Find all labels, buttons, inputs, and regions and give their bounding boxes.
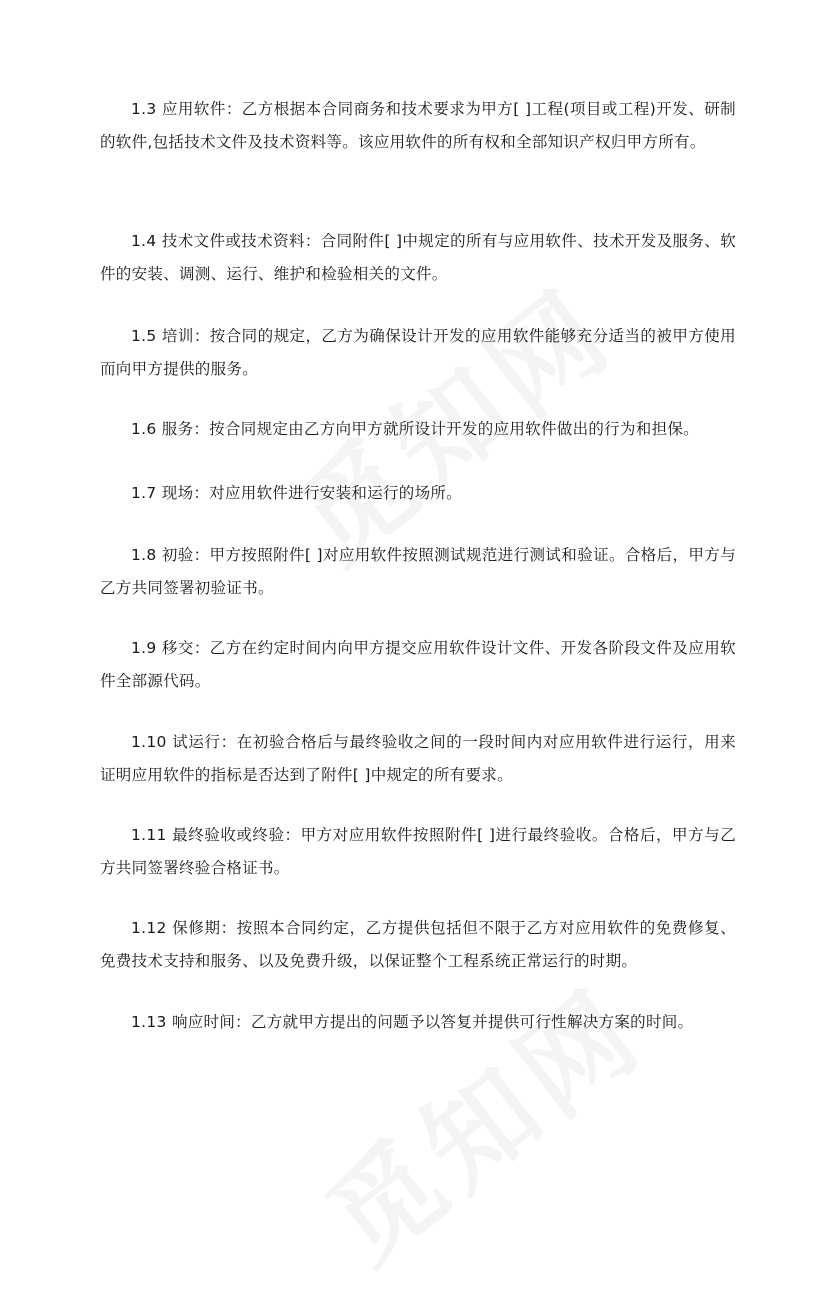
clause-1-8: 1.8 初验：甲方按照附件[ ]对应用软件按照测试规范进行测试和验证。合格后，甲方与乙方共同签署初验证书。 — [100, 546, 736, 597]
clause-1-3: 1.3 应用软件：乙方根据本合同商务和技术要求为甲方[ ]工程(项目或工程)开发、研制的软件,包括技术文件及技术资料等。该应用软件的所有权和全部知识产权归甲方所有。 — [100, 100, 736, 151]
clause-1-4: 1.4 技术文件或技术资料：合同附件[ ]中规定的所有与应用软件、技术开发及服务、软件的安装、调测、运行、维护和检验相关的文件。 — [100, 232, 736, 283]
clause-1-6: 1.6 服务：按合同规定由乙方向甲方就所设计开发的应用软件做出的行为和担保。 — [131, 420, 699, 438]
clause-1-7: 1.7 现场：对应用软件进行安装和运行的场所。 — [131, 484, 462, 502]
clause-1-9: 1.9 移交：乙方在约定时间内向甲方提交应用软件设计文件、开发各阶段文件及应用软件全部源代码。 — [100, 639, 736, 690]
clause-1-12: 1.12 保修期：按照本合同约定，乙方提供包括但不限于乙方对应用软件的免费修复、免费技术支持和服务、以及免费升级，以保证整个工程系统正常运行的时期。 — [100, 919, 736, 970]
clause-1-13: 1.13 响应时间：乙方就甲方提出的问题予以答复并提供可行性解决方案的时间。 — [131, 1013, 694, 1031]
clause-1-11: 1.11 最终验收或终验：甲方对应用软件按照附件[ ]进行最终验收。合格后，甲方与乙方共同签署终验合格证书。 — [100, 826, 736, 877]
watermark — [290, 946, 671, 1292]
clause-1-5: 1.5 培训：按合同的规定，乙方为确保设计开发的应用软件能够充分适当的被甲方使用而向甲方提供的服务。 — [100, 327, 736, 378]
clause-1-10: 1.10 试运行：在初验合格后与最终验收之间的一段时间内对应用软件进行运行，用来证明应用软件的指标是否达到了附件[ ]中规定的所有要求。 — [100, 733, 736, 784]
